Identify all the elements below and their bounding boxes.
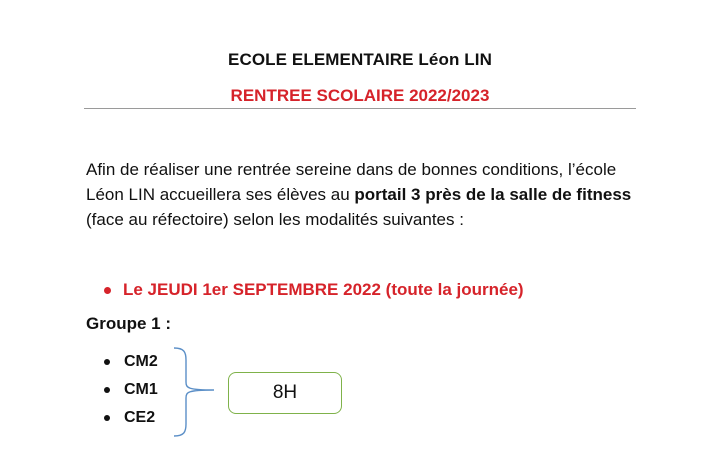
class-list-item <box>104 404 158 432</box>
school-name: ECOLE ELEMENTAIRE Léon LIN <box>228 50 492 69</box>
date-bullet-item <box>104 280 524 300</box>
right-brace-icon <box>170 346 220 438</box>
class-name: CM1 <box>124 381 158 398</box>
class-name: CE2 <box>124 409 156 426</box>
class-list-item <box>104 376 158 404</box>
intro-line-3: (face au réfectoire) selon les modalités suivantes : <box>86 210 464 229</box>
time-box <box>228 372 342 414</box>
intro-location-bold: portail 3 près de la salle de fitness <box>354 185 632 204</box>
class-list-item <box>104 348 158 376</box>
arrival-time: 8H <box>272 382 298 403</box>
school-year-title: RENTREE SCOLAIRE 2022/2023 <box>230 86 490 105</box>
date-text: Le JEUDI 1er SEPTEMBRE 2022 (toute la journée) <box>123 280 524 299</box>
intro-line-1: Afin de réaliser une rentrée sereine dans de bonnes conditions, l’école <box>86 160 617 179</box>
intro-paragraph <box>86 157 686 232</box>
intro-line-2-start: Léon LIN accueillera ses élèves au <box>86 185 355 204</box>
bullet-icon <box>104 415 110 421</box>
bullet-icon <box>104 359 110 365</box>
red-bullet-icon <box>104 287 111 294</box>
bullet-icon <box>104 387 110 393</box>
group-label: Groupe 1 : <box>86 314 172 333</box>
header-divider <box>84 108 636 109</box>
class-name: CM2 <box>124 353 158 370</box>
class-list <box>104 348 158 432</box>
